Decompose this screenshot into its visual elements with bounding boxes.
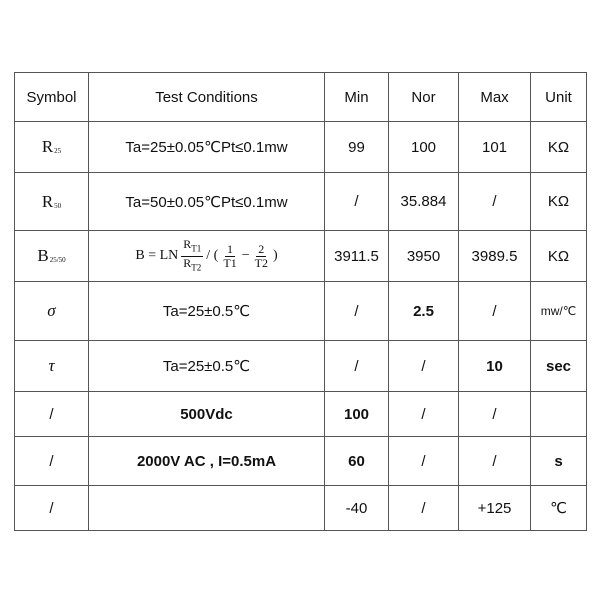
max-cell: 101 <box>459 122 531 173</box>
table-row <box>15 392 587 437</box>
specification-table <box>14 72 587 531</box>
nor-cell: / <box>389 392 459 437</box>
table-row <box>15 341 587 392</box>
unit-cell: ℃ <box>531 486 587 531</box>
nor-cell: 3950 <box>389 231 459 282</box>
header-unit: Unit <box>531 73 587 122</box>
max-cell: / <box>459 282 531 341</box>
header-row <box>15 73 587 122</box>
header-symbol: Symbol <box>15 73 89 122</box>
header-nor: Nor <box>389 73 459 122</box>
max-cell: / <box>459 392 531 437</box>
unit-cell: mw/℃ <box>531 282 587 341</box>
symbol-b25-50: $B_{25/50}$ <box>37 246 66 265</box>
conditions-cell <box>89 231 325 282</box>
table-row <box>15 437 587 486</box>
conditions-cell: Ta=25±0.5℃ <box>89 341 325 392</box>
max-cell: 3989.5 <box>459 231 531 282</box>
nor-cell: / <box>389 341 459 392</box>
symbol-cell: / <box>15 486 89 531</box>
table-row <box>15 122 587 173</box>
symbol-cell <box>15 282 89 341</box>
symbol-cell: / <box>15 392 89 437</box>
conditions-cell: Ta=25±0.05℃Pt≤0.1mw <box>89 122 325 173</box>
b-value-formula: B = LN $\frac{R_{T1}}{R_{T2}}$ / ( $\frac{1}{T1}$ − $\frac{2}{T2}$ ) <box>135 237 278 272</box>
table-row <box>15 282 587 341</box>
conditions-cell: 2000V AC , I=0.5mA <box>89 437 325 486</box>
conditions-cell: 500Vdc <box>89 392 325 437</box>
unit-cell <box>531 392 587 437</box>
header-test-conditions: Test Conditions <box>89 73 325 122</box>
max-cell: / <box>459 437 531 486</box>
inverse-t2-fraction: $\frac{2}{T2}$ <box>254 241 268 270</box>
min-cell: 99 <box>325 122 389 173</box>
unit-cell: KΩ <box>531 173 587 231</box>
min-cell: 100 <box>325 392 389 437</box>
header-max: Max <box>459 73 531 122</box>
nor-cell: 2.5 <box>389 282 459 341</box>
max-cell: / <box>459 173 531 231</box>
max-cell: +125 <box>459 486 531 531</box>
min-cell: / <box>325 173 389 231</box>
symbol-cell <box>15 231 89 282</box>
symbol-cell <box>15 173 89 231</box>
min-cell: 60 <box>325 437 389 486</box>
symbol-cell <box>15 122 89 173</box>
unit-cell: KΩ <box>531 231 587 282</box>
table-row <box>15 173 587 231</box>
unit-cell: sec <box>531 341 587 392</box>
symbol-r50: $R_{50}$ <box>41 191 62 211</box>
min-cell: 3911.5 <box>325 231 389 282</box>
unit-cell: s <box>531 437 587 486</box>
table-row <box>15 231 587 282</box>
unit-cell: KΩ <box>531 122 587 173</box>
symbol-sigma: σ <box>47 301 56 320</box>
inverse-t1-fraction: $\frac{1}{T1}$ <box>223 241 237 270</box>
min-cell: / <box>325 341 389 392</box>
header-min: Min <box>325 73 389 122</box>
resistance-ratio-fraction: $\frac{R_{T1}}{R_{T2}}$ <box>183 237 202 272</box>
min-cell: -40 <box>325 486 389 531</box>
conditions-cell: Ta=25±0.5℃ <box>89 282 325 341</box>
symbol-tau: τ <box>48 356 55 375</box>
nor-cell: 35.884 <box>389 173 459 231</box>
table-row <box>15 486 587 531</box>
max-cell: 10 <box>459 341 531 392</box>
min-cell: / <box>325 282 389 341</box>
conditions-cell: Ta=50±0.05℃Pt≤0.1mw <box>89 173 325 231</box>
nor-cell: / <box>389 486 459 531</box>
nor-cell: 100 <box>389 122 459 173</box>
symbol-r25: $R_{25}$ <box>41 137 62 156</box>
nor-cell: / <box>389 437 459 486</box>
symbol-cell <box>15 341 89 392</box>
symbol-cell: / <box>15 437 89 486</box>
conditions-cell <box>89 486 325 531</box>
